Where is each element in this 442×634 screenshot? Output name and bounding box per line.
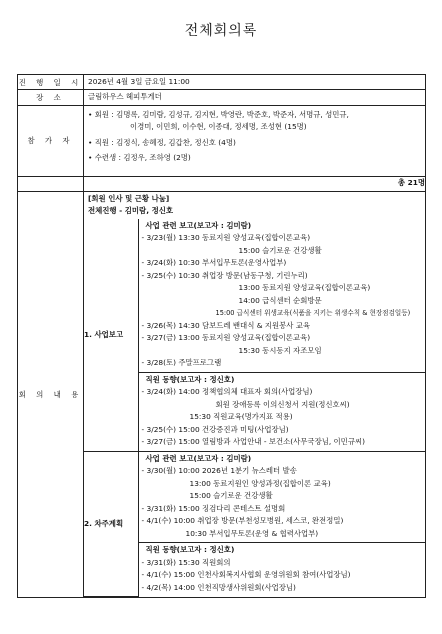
list-item: - 4/1(수) 10:00 취업장 방문(부천성모병원, 세스코, 완전정밀) [141,516,344,526]
list-item: - 3/28(토) 주말프로그램 [141,358,222,368]
list-item: - 3/31(화) 15:30 직원회의 [141,557,231,567]
list-item: - 3/23(월) 13:30 동료지원 양성교육(집합이론교육) [141,233,311,243]
content-sections-table [84,219,425,597]
list-item: 15:00 급식센터 위생교육(식품을 지키는 위생수칙 & 현장점검일등) [215,309,411,318]
attendees-row [18,105,426,176]
block-head: 직원 동향(보고자 : 정신호) [145,545,235,555]
block-head: 직원 동향(보고자 : 정신호) [145,374,235,384]
content-label: 회 의 내 용 [18,191,84,597]
attendees-members-line2: 이경미, 이민희, 이수현, 이종대, 정세명, 조성현 (15명) [130,122,307,132]
list-item: 15:30 동시동지 자조모임 [238,345,322,355]
list-item: - 3/25(수) 15:00 건강증진과 미팅(사업장님) [141,424,289,434]
list-item: - 3/30(월) 10:00 2026년 1분기 뉴스레터 발송 [141,466,297,476]
date-label: 진 행 일 시 [18,75,84,90]
document-title: 전체회의록 [184,23,258,39]
opening-greeting: [회원 인사 및 근황 나눔] [88,193,170,203]
section-title: 2. 차주계획 [84,451,138,596]
place-row [18,90,426,105]
list-item: - 3/24(화) 14:00 정책협의체 대표자 회의(사업장님) [141,387,313,397]
list-item: 회원 장애등록 이의신청서 지원(정신호씨) [215,399,350,409]
list-item: 10:30 부서입무토론(운영 & 협력사업부) [185,528,319,538]
list-item: 14:00 급식센터 순회방문 [238,295,322,305]
list-item: - 4/1(수) 15:00 인천사회복지사협회 운영위원회 참여(사업장님) [141,570,351,580]
opening-facilitators: 전체진행 - 김미람, 정신호 [88,206,173,216]
list-item: - 3/31(화) 15:00 징검다리 콘테스트 설명회 [141,503,286,513]
section-next-week-plan [84,451,425,543]
total-row [18,176,426,191]
block-head: 사업 관련 보고(보고자 : 김미람) [145,453,252,463]
section-business-report [84,219,425,373]
list-item: 15:30 직원교육(명가지표 적용) [189,412,293,422]
list-item: - 3/27(금) 15:00 열림방과 사업안내 - 보건소(사무국장님, 이민규씨) [141,437,365,447]
minutes-table [17,74,426,598]
list-item: - 4/2(목) 14:00 인천직망생사위원회(사업장님) [141,582,296,592]
place-label: 장 소 [18,90,84,105]
section-title: 1. 사업보고 [84,219,138,452]
block-head: 사업 관련 보고(보고자 : 김미람) [145,220,252,230]
list-item: 13:00 동료지원인 양성과정(집합이론 교육) [189,478,331,488]
attendees-trainee: • 수련생 : 김정우, 조하영 (2명) [88,153,191,163]
place-value: 글림하우스 헤피투게더 [88,92,162,102]
list-item: - 3/24(화) 10:30 부서입무토론(운영사업부) [141,258,287,268]
list-item: 15:00 슬기로운 건강생활 [238,245,322,255]
attendees-members-line1: • 회원 : 김명록, 김미람, 김성규, 김지현, 박영란, 박준호, 박준자, 서명규, 성민규, [88,109,349,119]
list-item: - 3/27(금) 13:00 동료지원 양성교육(집합이론교육) [141,333,311,343]
list-item: 15:00 슬기로운 건강생활 [189,491,273,501]
list-item: - 3/26(목) 14:30 담보드레 밴대식 & 지원봉사 교육 [141,320,310,330]
date-row [18,75,426,90]
attendees-staff: • 직원 : 김정식, 송혜정, 김갑찬, 정신호 (4명) [88,137,236,147]
list-item: - 3/25(수) 10:30 취업장 방문(남동구청, 기린누리) [141,270,308,280]
list-item: 13:00 동료지원 양성교육(집합이론교육) [238,283,371,293]
attendees-total: 총 21명 [84,176,426,191]
attendees-label: 참 가 자 [18,105,84,176]
content-row [18,191,426,597]
date-value: 2026년 4월 3일 금요일 11:00 [88,77,190,86]
